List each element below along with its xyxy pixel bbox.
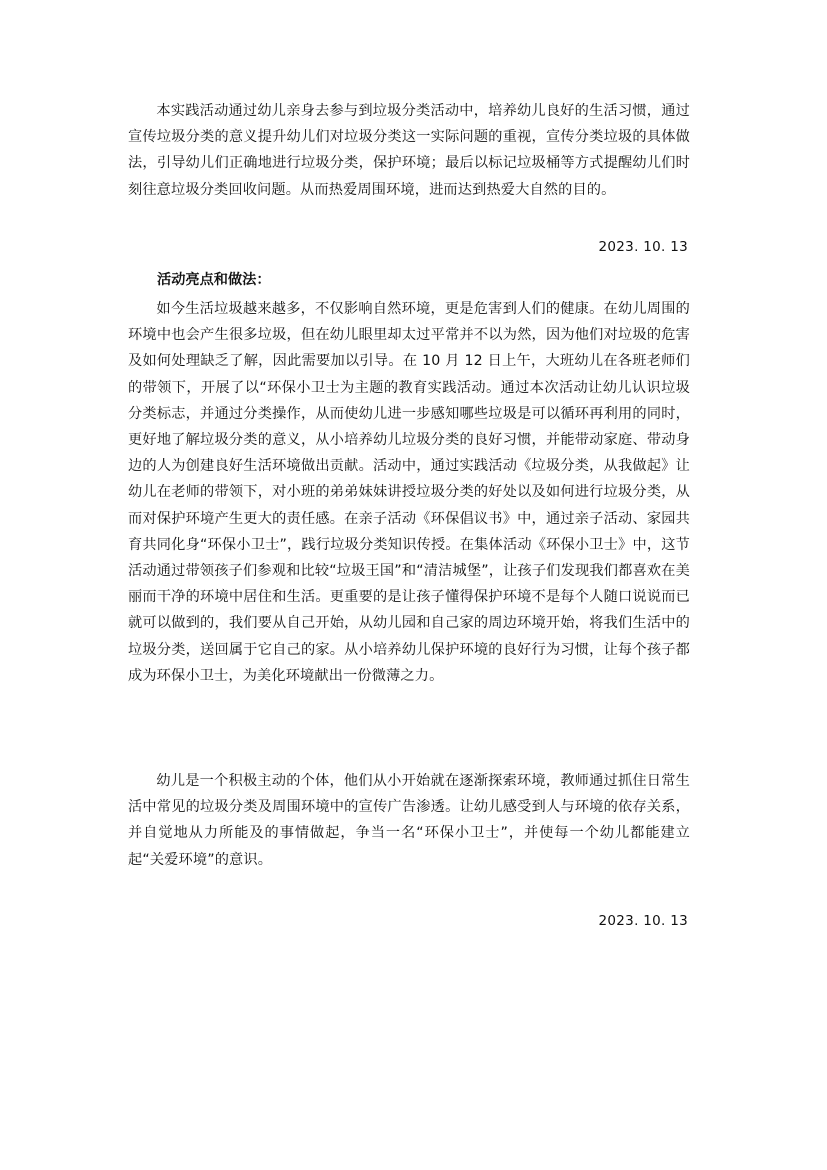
intro-paragraph: 本实践活动通过幼儿亲身去参与到垃圾分类活动中，培养幼儿良好的生活习惯，通过宣传垃圾分类的意义提升幼儿们对垃圾分类这一实际问题的重视，宣传分类垃圾的具体做法，引导幼儿们正确地进行垃圾分类，保护环境；最后以标记垃圾桶等方式提醒幼儿们时刻往意垃圾分类回收问题。从而热爱周围环境，进而达到热爱大自然的目的。: [128, 103, 690, 198]
section-heading: 活动亮点和做法：: [157, 272, 271, 288]
body-paragraph-1: 如今生活垃圾越来越多，不仅影响自然环境，更是危害到人们的健康。在幼儿周围的环境中也会产生很多垃圾，但在幼儿眼里却太过平常并不以为然，因为他们对垃圾的危害及如何处理缺乏了解，因此需要加以引导。在 10 月 12 日上午，大班幼儿在各班老师们的带领下，开展了以“环保小卫士为主题的教育实践活动。通过本次活动让幼儿认识垃圾分类标志，并通过分类操作，从而使幼儿进一步感知哪些垃圾是可以循环再利用的同时，更好地了解垃圾分类的意义，从小培养幼儿垃圾分类的良好习惯，并能带动家庭、带动身边的人为创建良好生活环境做出贡献。活动中，通过实践活动《垃圾分类，从我做起》让幼儿在老师的带领下，对小班的弟弟妹妹讲授垃圾分类的好处以及如何进行垃圾分类，从而对保护环境产生更大的责任感。在亲子活动《环保倡议书》中，通过亲子活动、家园共育共同化身“环保小卫士”，践行垃圾分类知识传授。在集体活动《环保小卫士》中，这节活动通过带领孩子们参观和比较“垃圾王国”和“清洁城堡”，让孩子们发现我们都喜欢在美丽而干净的环境中居住和生活。更重要的是让孩子懂得保护环境不是每个人随口说说而已就可以做到的，我们要从自己开始，从幼儿园和自己家的周边环境开始，将我们生活中的垃圾分类，送回属于它自己的家。从小培养幼儿保护环境的良好行为习惯，让每个孩子都成为环保小卫士，为美化环境献出一份微薄之力。: [128, 301, 690, 684]
date-stamp-2: 2023. 10. 13: [598, 913, 688, 929]
date-stamp-1: 2023. 10. 13: [598, 239, 688, 255]
body-paragraph-2: 幼儿是一个积极主动的个体，他们从小开始就在逐渐探索环境，教师通过抓住日常生活中常见的垃圾分类及周围环境中的宣传广告渗透。让幼儿感受到人与环境的依存关系，并自觉地从力所能及的事情做起，争当一名“环保小卫士”，并使每一个幼儿都能建立起“关爱环境”的意识。: [128, 773, 690, 868]
